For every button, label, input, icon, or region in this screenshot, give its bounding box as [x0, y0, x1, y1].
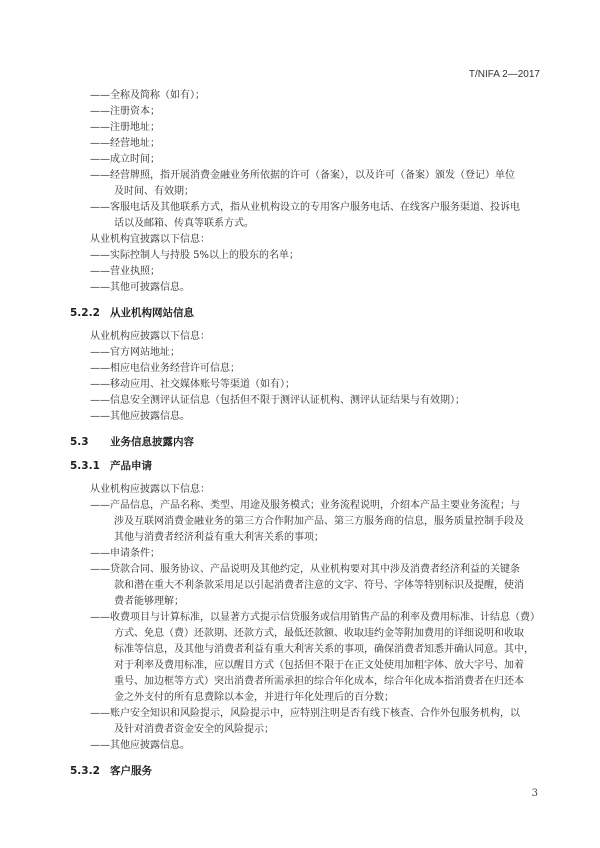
list-item-line: ——实际控制人与持股 5%以上的股东的名单；: [90, 250, 300, 261]
section-title: 产品申请: [110, 460, 152, 472]
list-item-line: ——注册资本；: [90, 106, 160, 117]
list-item-line: ——成立时间；: [90, 154, 160, 165]
paragraph-line: 从业机构应披露以下信息：: [90, 331, 210, 342]
list-item-line: 款和潜在重大不利条款采用足以引起消费者注意的文字、符号、字体等特别标识及提醒，使消: [114, 580, 524, 591]
list-item-line: 涉及互联网消费金融业务的第三方合作附加产品、第三方服务商的信息，服务质量控制手段及: [114, 516, 524, 527]
list-item-line: 金之外支付的所有息费除以本金，并进行年化处理后的百分数；: [114, 692, 394, 703]
list-item-line: ——相应电信业务经营许可信息；: [90, 363, 240, 374]
section-5-3-heading: [70, 434, 550, 450]
website-info-list: [70, 329, 550, 425]
section-number: 5.3.1: [70, 460, 100, 472]
section-5-3-2-heading: [70, 763, 550, 779]
list-item-line: 及时间、有效期；: [114, 186, 194, 197]
list-item-line: 话以及邮箱、传真等联系方式。: [114, 218, 254, 229]
section-title: 从业机构网站信息: [110, 307, 194, 319]
standard-code-header: T/NIFA 2—2017: [468, 69, 540, 80]
list-item-line: ——营业执照；: [90, 266, 160, 277]
list-item-line: ——全称及简称（如有）；: [90, 90, 205, 101]
paragraph-line: 从业机构宜披露以下信息：: [90, 234, 210, 245]
list-item-line: ——产品信息，产品名称、类型、用途及服务模式；业务流程说明，介绍本产品主要业务流程；与: [90, 500, 520, 511]
document-body: [70, 88, 550, 787]
section-title: 客户服务: [110, 765, 152, 777]
list-item-line: 费者能够理解；: [114, 596, 184, 607]
list-item-line: 对于利率及费用标准，应以醒目方式（包括但不限于在正文处使用加粗字体、放大字号、加着: [114, 660, 524, 671]
list-item-line: ——申请条件；: [90, 548, 160, 559]
list-item-line: ——注册地址；: [90, 122, 160, 133]
list-item-line: ——贷款合同、服务协议、产品说明及其他约定，从业机构要对其中涉及消费者经济利益的关键条: [90, 564, 520, 575]
list-item-line: 其他与消费者经济利益有重大利害关系的事项；: [114, 532, 324, 543]
list-item-line: 方式、免息（费）还款期、还款方式，最低还款额、收取违约金等附加费用的详细说明和收取: [114, 628, 524, 639]
product-application-list: [70, 482, 550, 754]
section-number: 5.3: [70, 436, 89, 448]
paragraph-line: 从业机构应披露以下信息：: [90, 484, 210, 495]
list-item-line: 重号、加边框等方式）突出消费者所需承担的综合年化成本，综合年化成本指消费者在归还本: [114, 676, 524, 687]
list-item-line: ——其他应披露信息。: [90, 740, 190, 751]
section-5-3-1-heading: [70, 458, 550, 474]
list-item-line: ——经营牌照，指开展消费金融业务所依据的许可（备案），以及许可（备案）颁发（登记）单位: [90, 170, 515, 181]
section-number: 5.3.2: [70, 765, 100, 777]
section-5-2-2-heading: [70, 305, 550, 321]
list-item-line: 标准等信息，及其他与消费者利益有重大利害关系的事项，确保消费者知悉并确认同意。其中，: [114, 644, 534, 655]
section-title: 业务信息披露内容: [110, 436, 194, 448]
list-item-line: ——官方网站地址；: [90, 347, 180, 358]
section-number: 5.2.2: [70, 307, 100, 319]
page-number: 3: [531, 788, 538, 799]
company-info-list: [70, 88, 550, 296]
list-item-line: ——经营地址；: [90, 138, 160, 149]
list-item-line: ——客服电话及其他联系方式，指从业机构设立的专用客户服务电话、在线客户服务渠道、投诉电: [90, 202, 520, 213]
list-item-line: ——账户安全知识和风险提示，风险提示中，应特别注明是否有线下核查、合作外包服务机构，以: [90, 708, 520, 719]
list-item-line: ——移动应用、社交媒体账号等渠道（如有）；: [90, 379, 295, 390]
list-item-line: ——其他应披露信息。: [90, 411, 190, 422]
list-item-line: ——其他可披露信息。: [90, 282, 190, 293]
list-item-line: ——收费项目与计算标准，以显著方式提示信贷服务或信用销售产品的利率及费用标准、计结息（费）: [90, 612, 540, 623]
list-item-line: ——信息安全测评认证信息（包括但不限于测评认证机构、测评认证结果与有效期）；: [90, 395, 465, 406]
list-item-line: 及针对消费者资金安全的风险提示；: [114, 724, 274, 735]
